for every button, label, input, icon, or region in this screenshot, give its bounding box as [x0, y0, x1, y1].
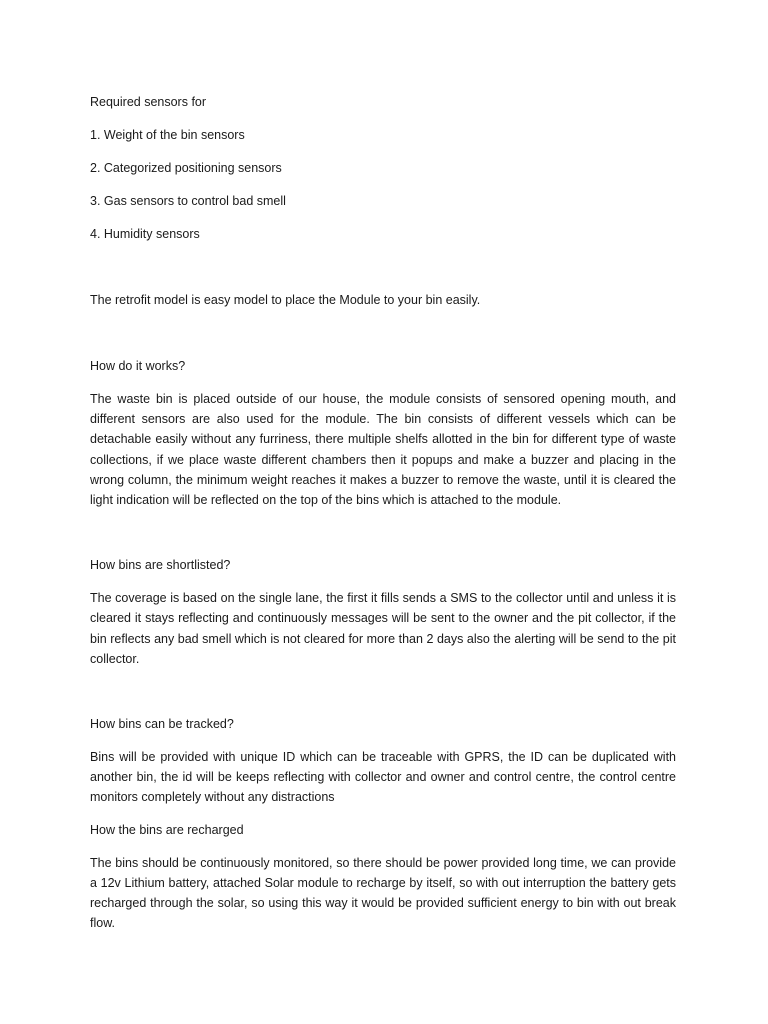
- section-heading-how-works: How do it works?: [90, 359, 186, 373]
- section-heading-recharged: How the bins are recharged: [90, 822, 244, 837]
- section-body-tracked: Bins will be provided with unique ID which can be traceable with GPRS, the ID can be duplicated with another bin, the id will be keeps reflecting with collector and owner and control centre, the control centre monitors completely without any distractions: [90, 750, 676, 805]
- section-body-recharged: The bins should be continuously monitored, so there should be power provided long time, we can provide a 12v Lithium battery, attached Solar module to recharge by itself, so with out interruption the battery gets recharged through the solar, so using this way it would be provided sufficient energy to bin with out break flow.: [90, 855, 676, 931]
- section-body-shortlisted: The coverage is based on the single lane, the first it fills sends a SMS to the collector until and unless it is cleared it stays reflecting and continuously messages will be sent to the owner and the pit collector, if the bin reflects any bad smell which is not cleared for more than 2 days also the alerting will be send to the pit collector.: [90, 591, 676, 666]
- list-item: 1. Weight of the bin sensors: [90, 128, 245, 142]
- document-page: [90, 92, 676, 933]
- sensor-list: [90, 125, 676, 244]
- retrofit-text: The retrofit model is easy model to place the Module to your bin easily.: [90, 293, 481, 307]
- list-item: 4. Humidity sensors: [90, 227, 200, 241]
- section-body-how-works: The waste bin is placed outside of our house, the module consists of sensored opening mouth, and different sensors are also used for the module. The bin consists of different vessels which can be detachable easily without any furriness, there multiple shelfs allotted in the bin for different type of waste collections, if we place waste different chambers then it popups and make a buzzer and placing in the wrong column, the minimum weight reaches it makes a buzzer to remove the waste, until it is cleared the light indication will be reflected on the top of the bins which is attached to the module.: [90, 392, 676, 508]
- list-item: 2. Categorized positioning sensors: [90, 161, 282, 175]
- section-heading-shortlisted: How bins are shortlisted?: [90, 558, 231, 573]
- section-heading-tracked: How bins can be tracked?: [90, 717, 234, 732]
- list-item: 3. Gas sensors to control bad smell: [90, 194, 286, 208]
- intro-heading: Required sensors for: [90, 95, 207, 109]
